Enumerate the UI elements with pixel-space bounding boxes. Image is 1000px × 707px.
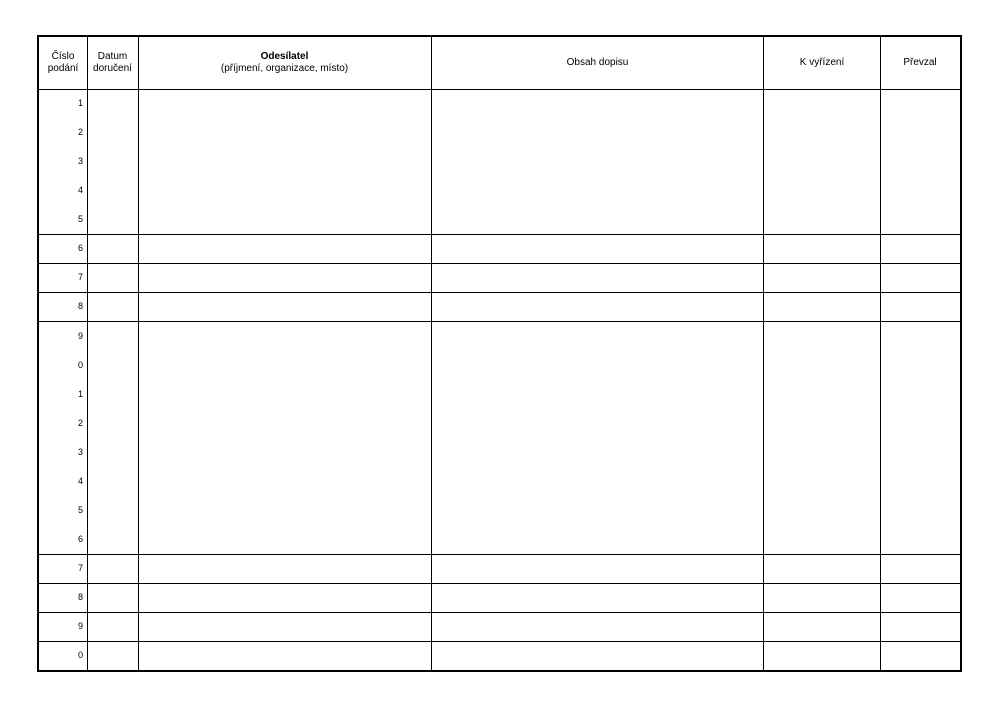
row-number: 7: [77, 272, 83, 282]
row-number: 9: [77, 621, 83, 631]
row-number: 3: [77, 156, 83, 166]
row-number: 1: [77, 389, 83, 399]
column-divider: [763, 37, 764, 670]
row-number: 8: [77, 592, 83, 602]
header-odesilatel-line2: (příjmení, organizace, místo): [220, 63, 349, 74]
registry-form-table: [37, 35, 962, 672]
row-number: 2: [77, 127, 83, 137]
column-divider: [431, 37, 432, 670]
row-number: 4: [77, 476, 83, 486]
column-divider: [880, 37, 881, 670]
header-odesilatel: [138, 37, 431, 89]
row-number: 2: [77, 418, 83, 428]
row-number: 6: [77, 243, 83, 253]
header-datum-line2: doručení: [93, 63, 132, 74]
row-divider: [39, 612, 960, 613]
row-divider: [39, 321, 960, 322]
header-datum-doruceni: [87, 37, 138, 89]
row-number: 5: [77, 214, 83, 224]
row-number: 0: [77, 360, 83, 370]
row-divider: [39, 583, 960, 584]
header-datum-line1: Datum: [97, 51, 128, 62]
header-prevzal-label: Převzal: [903, 57, 937, 68]
header-odesilatel-line1: Odesílatel: [260, 51, 309, 62]
header-vyrizeni-label: K vyřízení: [799, 57, 845, 68]
header-cislo-line2: podání: [47, 63, 79, 74]
row-number: 3: [77, 447, 83, 457]
row-number: 1: [77, 98, 83, 108]
header-cislo-line1: Číslo: [51, 51, 75, 62]
column-divider: [87, 37, 88, 670]
row-divider: [39, 554, 960, 555]
table-header-row: [39, 37, 960, 90]
row-number: 7: [77, 563, 83, 573]
row-number: 6: [77, 534, 83, 544]
header-obsah-dopisu: [431, 37, 764, 89]
header-prevzal: [880, 37, 960, 89]
header-cislo-podani: [39, 37, 87, 89]
column-divider: [138, 37, 139, 670]
row-number: 0: [77, 650, 83, 660]
row-number: 4: [77, 185, 83, 195]
row-number: 8: [77, 301, 83, 311]
row-number: 9: [77, 331, 83, 341]
header-k-vyrizeni: [764, 37, 880, 89]
row-divider: [39, 292, 960, 293]
row-divider: [39, 641, 960, 642]
header-obsah-label: Obsah dopisu: [566, 57, 629, 68]
row-divider: [39, 263, 960, 264]
row-divider: [39, 234, 960, 235]
row-number: 5: [77, 505, 83, 515]
